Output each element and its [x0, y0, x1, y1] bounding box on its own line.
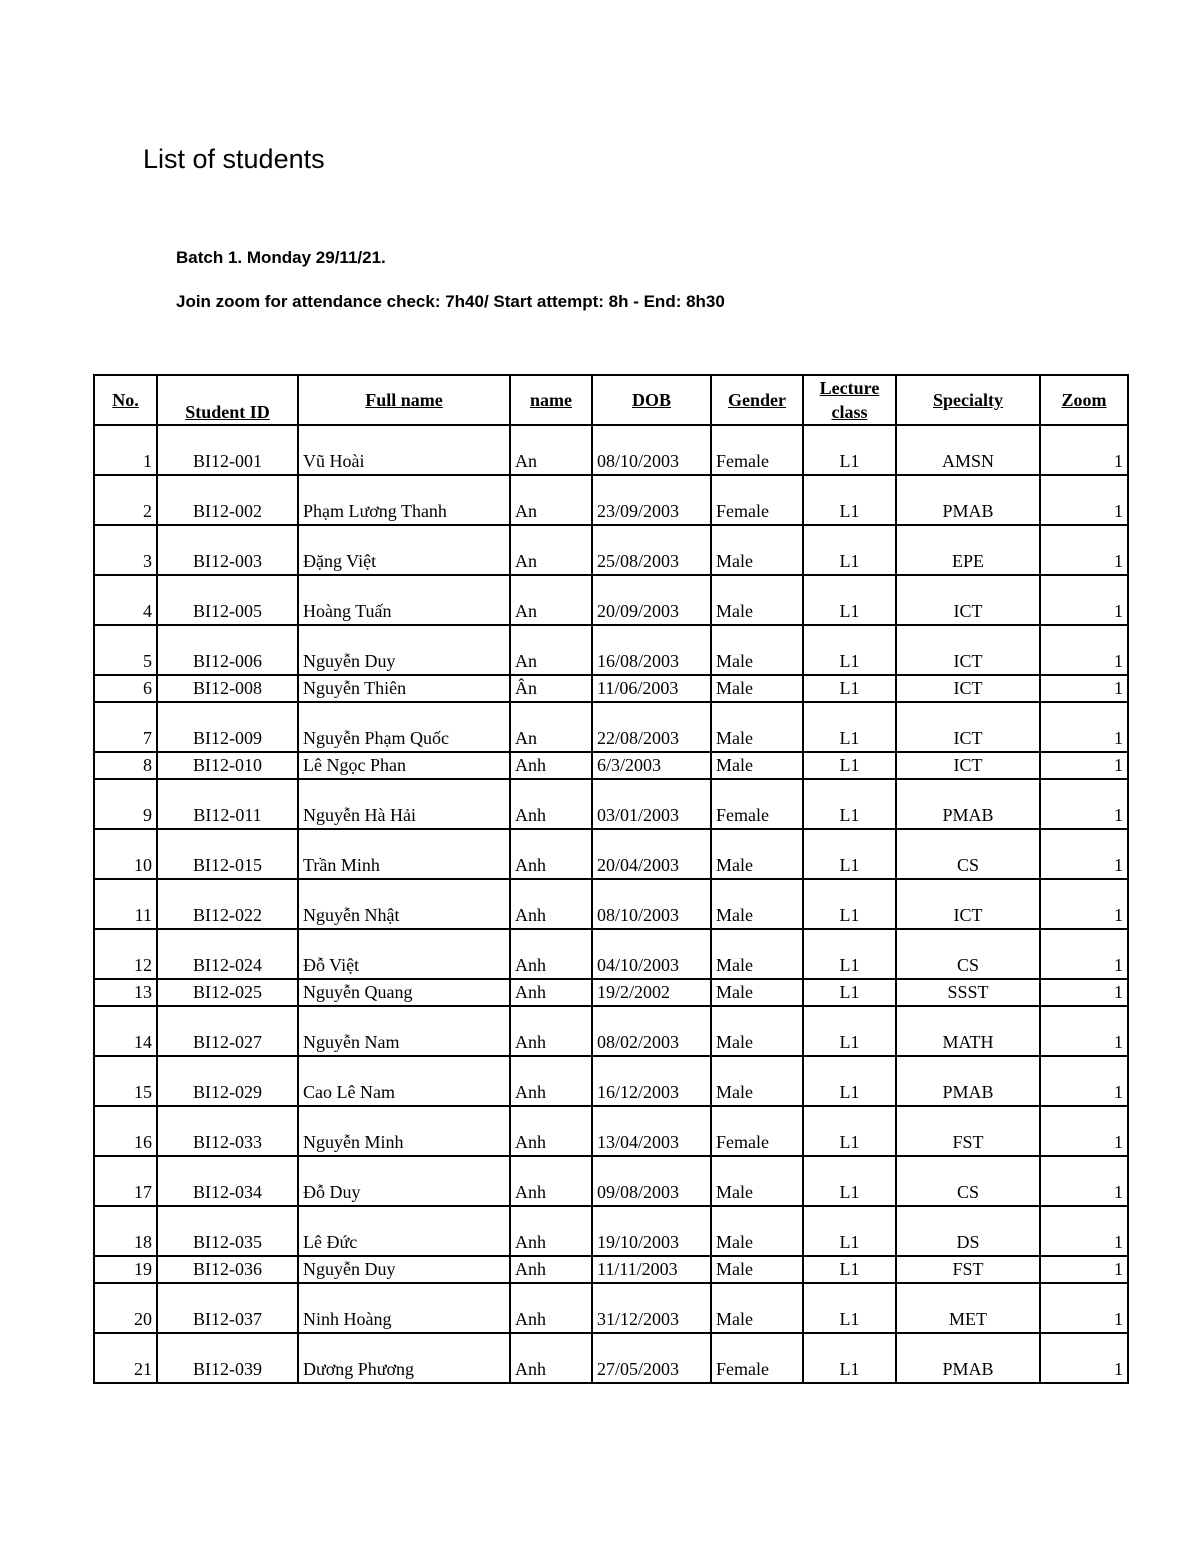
cell-specialty: SSST	[896, 979, 1040, 1006]
header-specialty: Specialty	[896, 375, 1040, 425]
table-row	[94, 1106, 1128, 1156]
cell-row-number: 19	[94, 1256, 157, 1283]
cell-lecture-class: L1	[803, 675, 896, 702]
table-body	[94, 425, 1128, 1383]
cell-date-of-birth: 08/10/2003	[592, 425, 711, 475]
cell-student-id: BI12-001	[157, 425, 298, 475]
table-row	[94, 702, 1128, 752]
cell-lecture-class: L1	[803, 779, 896, 829]
cell-given-name: An	[510, 575, 592, 625]
cell-student-id: BI12-024	[157, 929, 298, 979]
cell-row-number: 4	[94, 575, 157, 625]
cell-full-name: Đỗ Việt	[298, 929, 510, 979]
cell-lecture-class: L1	[803, 979, 896, 1006]
cell-full-name: Nguyễn Nam	[298, 1006, 510, 1056]
cell-specialty: MATH	[896, 1006, 1040, 1056]
cell-full-name: Lê Ngọc Phan	[298, 752, 510, 779]
cell-date-of-birth: 19/2/2002	[592, 979, 711, 1006]
cell-row-number: 6	[94, 675, 157, 702]
cell-given-name: An	[510, 425, 592, 475]
cell-gender: Male	[711, 625, 803, 675]
cell-row-number: 14	[94, 1006, 157, 1056]
cell-gender: Male	[711, 1156, 803, 1206]
cell-row-number: 11	[94, 879, 157, 929]
cell-given-name: Anh	[510, 1156, 592, 1206]
cell-gender: Female	[711, 1333, 803, 1383]
cell-full-name: Nguyễn Duy	[298, 1256, 510, 1283]
cell-specialty: CS	[896, 929, 1040, 979]
cell-gender: Male	[711, 1006, 803, 1056]
table-row	[94, 1283, 1128, 1333]
cell-date-of-birth: 13/04/2003	[592, 1106, 711, 1156]
cell-lecture-class: L1	[803, 1106, 896, 1156]
cell-date-of-birth: 11/06/2003	[592, 675, 711, 702]
cell-date-of-birth: 19/10/2003	[592, 1206, 711, 1256]
cell-student-id: BI12-015	[157, 829, 298, 879]
cell-row-number: 12	[94, 929, 157, 979]
cell-specialty: ICT	[896, 575, 1040, 625]
table-row	[94, 625, 1128, 675]
header-full-name: Full name	[298, 375, 510, 425]
cell-given-name: Anh	[510, 1256, 592, 1283]
cell-lecture-class: L1	[803, 1206, 896, 1256]
cell-zoom-attendance: 1	[1040, 929, 1128, 979]
cell-gender: Male	[711, 1256, 803, 1283]
cell-student-id: BI12-009	[157, 702, 298, 752]
cell-lecture-class: L1	[803, 1156, 896, 1206]
cell-full-name: Nguyễn Phạm Quốc	[298, 702, 510, 752]
cell-full-name: Dương Phương	[298, 1333, 510, 1383]
cell-gender: Male	[711, 1206, 803, 1256]
cell-gender: Female	[711, 1106, 803, 1156]
cell-gender: Female	[711, 425, 803, 475]
cell-lecture-class: L1	[803, 425, 896, 475]
cell-given-name: An	[510, 625, 592, 675]
cell-given-name: An	[510, 702, 592, 752]
cell-student-id: BI12-008	[157, 675, 298, 702]
cell-student-id: BI12-027	[157, 1006, 298, 1056]
cell-student-id: BI12-034	[157, 1156, 298, 1206]
cell-full-name: Nguyễn Thiên	[298, 675, 510, 702]
cell-full-name: Nguyễn Quang	[298, 979, 510, 1006]
cell-student-id: BI12-029	[157, 1056, 298, 1106]
cell-given-name: An	[510, 525, 592, 575]
cell-date-of-birth: 31/12/2003	[592, 1283, 711, 1333]
cell-zoom-attendance: 1	[1040, 752, 1128, 779]
table-row	[94, 425, 1128, 475]
cell-row-number: 16	[94, 1106, 157, 1156]
cell-student-id: BI12-033	[157, 1106, 298, 1156]
cell-specialty: FST	[896, 1106, 1040, 1156]
cell-specialty: FST	[896, 1256, 1040, 1283]
cell-row-number: 8	[94, 752, 157, 779]
cell-gender: Male	[711, 1056, 803, 1106]
cell-given-name: Anh	[510, 829, 592, 879]
cell-given-name: Anh	[510, 1333, 592, 1383]
cell-given-name: Anh	[510, 879, 592, 929]
cell-given-name: Anh	[510, 752, 592, 779]
table-row	[94, 929, 1128, 979]
table-row	[94, 752, 1128, 779]
table-row	[94, 1333, 1128, 1383]
cell-student-id: BI12-022	[157, 879, 298, 929]
cell-gender: Female	[711, 779, 803, 829]
cell-given-name: Anh	[510, 1283, 592, 1333]
cell-gender: Male	[711, 702, 803, 752]
cell-specialty: ICT	[896, 702, 1040, 752]
cell-gender: Female	[711, 475, 803, 525]
cell-date-of-birth: 08/10/2003	[592, 879, 711, 929]
cell-student-id: BI12-005	[157, 575, 298, 625]
cell-row-number: 21	[94, 1333, 157, 1383]
table-row	[94, 1206, 1128, 1256]
cell-date-of-birth: 08/02/2003	[592, 1006, 711, 1056]
cell-row-number: 9	[94, 779, 157, 829]
cell-specialty: EPE	[896, 525, 1040, 575]
cell-date-of-birth: 6/3/2003	[592, 752, 711, 779]
cell-student-id: BI12-006	[157, 625, 298, 675]
table-row	[94, 979, 1128, 1006]
cell-zoom-attendance: 1	[1040, 1056, 1128, 1106]
cell-student-id: BI12-037	[157, 1283, 298, 1333]
cell-date-of-birth: 11/11/2003	[592, 1256, 711, 1283]
cell-full-name: Nguyễn Minh	[298, 1106, 510, 1156]
cell-date-of-birth: 23/09/2003	[592, 475, 711, 525]
header-gender: Gender	[711, 375, 803, 425]
cell-row-number: 2	[94, 475, 157, 525]
cell-specialty: ICT	[896, 752, 1040, 779]
cell-row-number: 3	[94, 525, 157, 575]
cell-given-name: Anh	[510, 1056, 592, 1106]
cell-student-id: BI12-039	[157, 1333, 298, 1383]
cell-zoom-attendance: 1	[1040, 1106, 1128, 1156]
header-name: name	[510, 375, 592, 425]
cell-date-of-birth: 04/10/2003	[592, 929, 711, 979]
cell-full-name: Cao Lê Nam	[298, 1056, 510, 1106]
cell-given-name: Anh	[510, 1106, 592, 1156]
cell-date-of-birth: 25/08/2003	[592, 525, 711, 575]
cell-zoom-attendance: 1	[1040, 829, 1128, 879]
cell-specialty: PMAB	[896, 1056, 1040, 1106]
cell-given-name: Anh	[510, 929, 592, 979]
cell-gender: Male	[711, 829, 803, 879]
cell-row-number: 20	[94, 1283, 157, 1333]
table-row	[94, 779, 1128, 829]
cell-lecture-class: L1	[803, 575, 896, 625]
cell-lecture-class: L1	[803, 1283, 896, 1333]
cell-given-name: Anh	[510, 1206, 592, 1256]
cell-specialty: PMAB	[896, 1333, 1040, 1383]
table-row	[94, 1006, 1128, 1056]
cell-zoom-attendance: 1	[1040, 1156, 1128, 1206]
cell-gender: Male	[711, 979, 803, 1006]
students-table	[93, 374, 1129, 1384]
batch-line: Batch 1. Monday 29/11/21.	[176, 248, 386, 267]
cell-given-name: An	[510, 475, 592, 525]
cell-given-name: Anh	[510, 1006, 592, 1056]
cell-lecture-class: L1	[803, 929, 896, 979]
table-row	[94, 1156, 1128, 1206]
table-row	[94, 879, 1128, 929]
cell-full-name: Đỗ Duy	[298, 1156, 510, 1206]
cell-specialty: ICT	[896, 879, 1040, 929]
cell-gender: Male	[711, 752, 803, 779]
cell-lecture-class: L1	[803, 475, 896, 525]
cell-zoom-attendance: 1	[1040, 425, 1128, 475]
cell-student-id: BI12-035	[157, 1206, 298, 1256]
cell-date-of-birth: 20/04/2003	[592, 829, 711, 879]
cell-gender: Male	[711, 575, 803, 625]
cell-lecture-class: L1	[803, 1056, 896, 1106]
cell-zoom-attendance: 1	[1040, 675, 1128, 702]
cell-full-name: Hoàng Tuấn	[298, 575, 510, 625]
cell-row-number: 15	[94, 1056, 157, 1106]
header-student-id: Student ID	[157, 375, 298, 425]
cell-row-number: 5	[94, 625, 157, 675]
cell-student-id: BI12-011	[157, 779, 298, 829]
cell-specialty: ICT	[896, 675, 1040, 702]
cell-gender: Male	[711, 675, 803, 702]
cell-lecture-class: L1	[803, 702, 896, 752]
cell-full-name: Nguyễn Hà Hải	[298, 779, 510, 829]
cell-row-number: 18	[94, 1206, 157, 1256]
cell-given-name: Anh	[510, 779, 592, 829]
table-row	[94, 1056, 1128, 1106]
cell-full-name: Nguyễn Nhật	[298, 879, 510, 929]
cell-specialty: PMAB	[896, 779, 1040, 829]
cell-date-of-birth: 16/08/2003	[592, 625, 711, 675]
cell-zoom-attendance: 1	[1040, 779, 1128, 829]
cell-full-name: Lê Đức	[298, 1206, 510, 1256]
table-row	[94, 675, 1128, 702]
cell-student-id: BI12-025	[157, 979, 298, 1006]
cell-date-of-birth: 27/05/2003	[592, 1333, 711, 1383]
cell-full-name: Vũ Hoài	[298, 425, 510, 475]
cell-student-id: BI12-036	[157, 1256, 298, 1283]
cell-full-name: Ninh Hoàng	[298, 1283, 510, 1333]
cell-specialty: DS	[896, 1206, 1040, 1256]
cell-lecture-class: L1	[803, 752, 896, 779]
cell-full-name: Trần Minh	[298, 829, 510, 879]
cell-full-name: Nguyễn Duy	[298, 625, 510, 675]
cell-gender: Male	[711, 879, 803, 929]
cell-gender: Male	[711, 1283, 803, 1333]
zoom-schedule-line: Join zoom for attendance check: 7h40/ Start attempt: 8h - End: 8h30	[176, 292, 725, 311]
cell-zoom-attendance: 1	[1040, 1256, 1128, 1283]
cell-row-number: 7	[94, 702, 157, 752]
table-row	[94, 1256, 1128, 1283]
cell-specialty: PMAB	[896, 475, 1040, 525]
cell-row-number: 10	[94, 829, 157, 879]
cell-zoom-attendance: 1	[1040, 979, 1128, 1006]
cell-lecture-class: L1	[803, 879, 896, 929]
cell-full-name: Đặng Việt	[298, 525, 510, 575]
cell-student-id: BI12-003	[157, 525, 298, 575]
cell-gender: Male	[711, 525, 803, 575]
cell-lecture-class: L1	[803, 829, 896, 879]
cell-given-name: Anh	[510, 979, 592, 1006]
page-title: List of students	[143, 144, 325, 174]
cell-specialty: CS	[896, 1156, 1040, 1206]
cell-zoom-attendance: 1	[1040, 1333, 1128, 1383]
cell-date-of-birth: 09/08/2003	[592, 1156, 711, 1206]
cell-lecture-class: L1	[803, 525, 896, 575]
cell-row-number: 13	[94, 979, 157, 1006]
header-zoom: Zoom	[1040, 375, 1128, 425]
cell-zoom-attendance: 1	[1040, 879, 1128, 929]
cell-specialty: ICT	[896, 625, 1040, 675]
cell-date-of-birth: 16/12/2003	[592, 1056, 711, 1106]
header-no: No.	[94, 375, 157, 425]
cell-zoom-attendance: 1	[1040, 625, 1128, 675]
header-dob: DOB	[592, 375, 711, 425]
cell-student-id: BI12-010	[157, 752, 298, 779]
cell-lecture-class: L1	[803, 1256, 896, 1283]
cell-gender: Male	[711, 929, 803, 979]
cell-specialty: MET	[896, 1283, 1040, 1333]
cell-student-id: BI12-002	[157, 475, 298, 525]
cell-lecture-class: L1	[803, 625, 896, 675]
header-lecture-class: Lecture class	[803, 375, 896, 425]
cell-zoom-attendance: 1	[1040, 1206, 1128, 1256]
table-row	[94, 525, 1128, 575]
cell-lecture-class: L1	[803, 1006, 896, 1056]
cell-lecture-class: L1	[803, 1333, 896, 1383]
cell-zoom-attendance: 1	[1040, 1283, 1128, 1333]
table-row	[94, 575, 1128, 625]
table-header-row	[94, 375, 1128, 425]
cell-specialty: AMSN	[896, 425, 1040, 475]
cell-zoom-attendance: 1	[1040, 475, 1128, 525]
cell-date-of-birth: 03/01/2003	[592, 779, 711, 829]
cell-row-number: 17	[94, 1156, 157, 1206]
cell-zoom-attendance: 1	[1040, 702, 1128, 752]
cell-date-of-birth: 22/08/2003	[592, 702, 711, 752]
cell-zoom-attendance: 1	[1040, 525, 1128, 575]
cell-row-number: 1	[94, 425, 157, 475]
cell-full-name: Phạm Lương Thanh	[298, 475, 510, 525]
cell-given-name: Ân	[510, 675, 592, 702]
cell-zoom-attendance: 1	[1040, 1006, 1128, 1056]
cell-date-of-birth: 20/09/2003	[592, 575, 711, 625]
table-row	[94, 475, 1128, 525]
table-row	[94, 829, 1128, 879]
cell-specialty: CS	[896, 829, 1040, 879]
cell-zoom-attendance: 1	[1040, 575, 1128, 625]
